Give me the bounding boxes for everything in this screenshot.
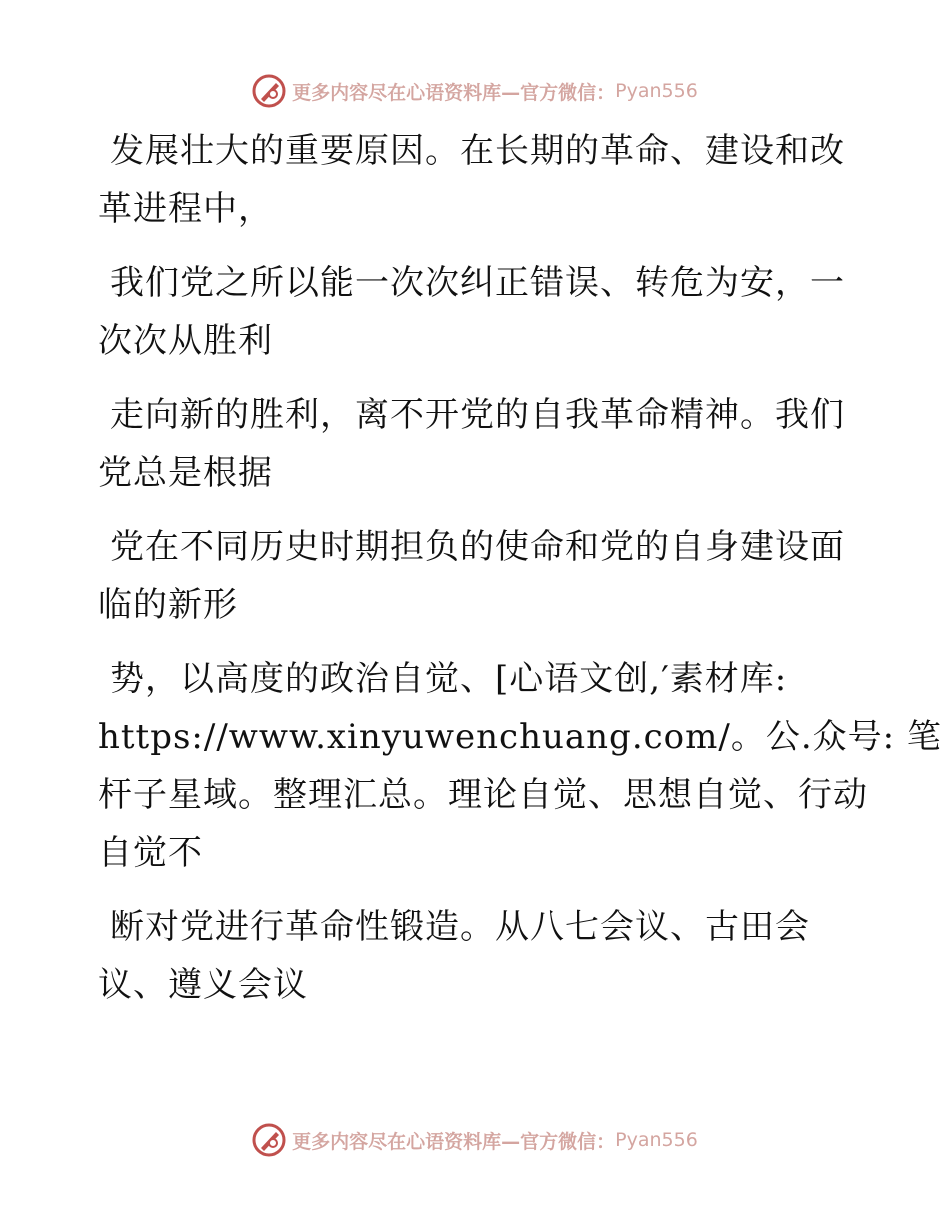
paragraph: [98, 518, 858, 634]
pen-logo-icon: [252, 1123, 286, 1157]
text-line: 发展壮大的重要原因。在长期的革命、建设和改: [110, 131, 845, 171]
text-line: 杆子星域。整理汇总。理论自觉、思想自觉、行动: [98, 775, 868, 815]
text-line: 党在不同历史时期担负的使命和党的自身建设面: [110, 527, 845, 567]
text-line: 党总是根据: [98, 453, 273, 493]
watermark-wechat-id: Pyan556: [615, 1129, 698, 1151]
paragraph: [98, 122, 858, 238]
text-line-url: https://www.xinyuwenchuang.com/。公.众号: 笔: [98, 717, 942, 757]
paragraph: [98, 898, 858, 1014]
paragraph: [98, 254, 858, 370]
text-line: 我们党之所以能一次次纠正错误、转危为安，一: [110, 263, 845, 303]
text-line: 自觉不: [98, 833, 203, 873]
text-line: 断对党进行革命性锻造。从八七会议、古田会: [110, 907, 810, 947]
text-line: 临的新形: [98, 585, 238, 625]
text-line: 势，以高度的政治自觉、[心语文创,′素材库:: [110, 659, 788, 699]
watermark-text: 更多内容尽在心语资料库—官方微信：: [292, 81, 616, 104]
paragraph: [98, 650, 942, 882]
text-line: 次次从胜利: [98, 321, 273, 361]
pen-logo-icon: [252, 74, 286, 108]
watermark-header: [0, 71, 950, 111]
text-line: 革进程中，: [98, 189, 273, 229]
watermark-footer: [0, 1120, 950, 1160]
body-text: [98, 122, 942, 1030]
text-line: 走向新的胜利，离不开党的自我革命精神。我们: [110, 395, 845, 435]
watermark-wechat-id: Pyan556: [615, 80, 698, 102]
paragraph: [98, 386, 858, 502]
text-line: 议、遵义会议: [98, 965, 308, 1005]
watermark-text: 更多内容尽在心语资料库—官方微信：: [292, 1130, 616, 1153]
